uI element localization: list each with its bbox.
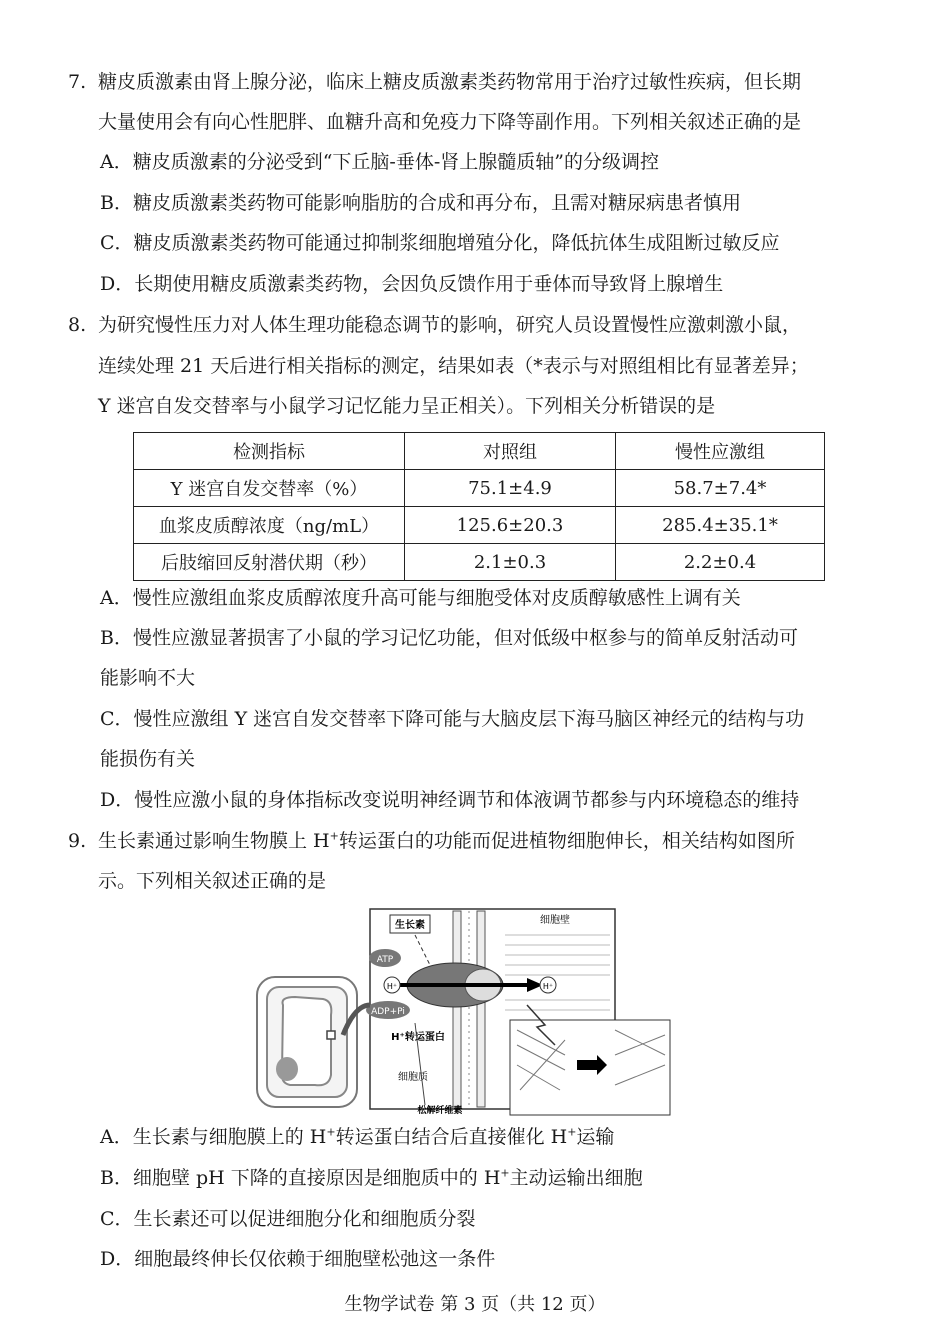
- q9-option-a: [100, 1125, 614, 1149]
- table-cell: 285.4±35.1*: [616, 507, 825, 544]
- q8-option-c-line2: 能损伤有关: [100, 748, 196, 770]
- superscript-plus: +: [329, 829, 339, 843]
- table-row: [134, 507, 825, 544]
- cell-wall-label: 细胞壁: [540, 915, 570, 926]
- page-footer: 生物学试卷 第 3 页（共 12 页）: [344, 1294, 606, 1315]
- q7-stem-text1: 糖皮质激素由肾上腺分泌，临床上糖皮质激素类药物常用于治疗过敏性疾病，但长期: [98, 71, 802, 93]
- q9-option-b: [100, 1166, 643, 1190]
- q9-stem-line2: 示。下列相关叙述正确的是: [98, 870, 327, 892]
- table-row: [134, 544, 825, 581]
- h-ion-label-right: H⁺: [542, 982, 554, 991]
- superscript-plus: +: [500, 1166, 510, 1180]
- h-ion-label-left: H⁺: [386, 982, 398, 991]
- q7-option-a: A．糖皮质激素的分泌受到“下丘脑-垂体-肾上腺髓质轴”的分级调控: [100, 151, 659, 173]
- table-cell: 58.7±7.4*: [616, 470, 825, 507]
- table-cell: 125.6±20.3: [405, 507, 616, 544]
- superscript-plus: +: [326, 1125, 336, 1139]
- q9-auxin-figure: [255, 905, 675, 1120]
- plant-cell-icon: [257, 977, 357, 1107]
- q8-option-a: A．慢性应激组血浆皮质醇浓度升高可能与细胞受体对皮质醇敏感性上调有关: [100, 587, 741, 609]
- table-header-row: [134, 433, 825, 470]
- auxin-label: 生长素: [395, 920, 425, 931]
- q8-stem-line2: 连续处理 21 天后进行相关指标的测定，结果如表（*表示与对照组相比有显著差异；: [98, 355, 809, 377]
- table-header-cell: 对照组: [405, 433, 616, 470]
- q8-option-b-line2: 能影响不大: [100, 667, 196, 689]
- superscript-plus: +: [567, 1125, 577, 1139]
- table-cell: 后肢缩回反射潜伏期（秒）: [134, 544, 405, 581]
- q7-stem-line1: [68, 70, 801, 94]
- q9-stem-text1a: 生长素通过影响生物膜上 H: [98, 830, 330, 852]
- atp-label: ATP: [376, 955, 394, 965]
- table-cell: 2.2±0.4: [616, 544, 825, 581]
- q8-data-table: [133, 432, 825, 581]
- q9-option-b-part2: 主动运输出细胞: [509, 1167, 643, 1189]
- q9-option-a-part3: 运输: [576, 1126, 615, 1148]
- q9-option-a-part2: 转运蛋白结合后直接催化 H: [335, 1126, 568, 1148]
- table-cell: 血浆皮质醇浓度（ng/mL）: [134, 507, 405, 544]
- q9-option-b-part1: B．细胞壁 pH 下降的直接原因是细胞质中的 H: [100, 1167, 501, 1189]
- q8-stem-line3: Y 迷宫自发交替率与小鼠学习记忆能力呈正相关）。下列相关分析错误的是: [98, 395, 716, 417]
- q8-option-b-line1: B．慢性应激显著损害了小鼠的学习记忆功能，但对低级中枢参与的简单反射活动可: [100, 627, 798, 649]
- q9-number: 9.: [68, 830, 87, 852]
- q9-stem-text1b: 转运蛋白的功能而促进植物细胞伸长，相关结构如图所: [338, 830, 795, 852]
- q9-option-c: C．生长素还可以促进细胞分化和细胞质分裂: [100, 1208, 476, 1230]
- table-cell: 75.1±4.9: [405, 470, 616, 507]
- q7-option-c: C．糖皮质激素类药物可能通过抑制浆细胞增殖分化，降低抗体生成阻断过敏反应: [100, 232, 780, 254]
- q9-option-a-part1: A．生长素与细胞膜上的 H: [100, 1126, 327, 1148]
- q7-stem-line2: 大量使用会有向心性肥胖、血糖升高和免疫力下降等副作用。下列相关叙述正确的是: [98, 111, 802, 133]
- table-cell: Y 迷宫自发交替率（%）: [134, 470, 405, 507]
- adp-label: ADP+Pi: [371, 1007, 405, 1017]
- q7-option-b: B．糖皮质激素类药物可能影响脂肪的合成和再分布，且需对糖尿病患者慎用: [100, 192, 741, 214]
- q7-option-d: D．长期使用糖皮质激素类药物，会因负反馈作用于垂体而导致肾上腺增生: [100, 273, 724, 295]
- table-cell: 2.1±0.3: [405, 544, 616, 581]
- table-row: [134, 470, 825, 507]
- expansin-label: 松解纤维素: [417, 1106, 463, 1116]
- q8-stem-text1: 为研究慢性压力对人体生理功能稳态调节的影响，研究人员设置慢性应激刺激小鼠，: [98, 314, 802, 336]
- q9-option-d: D．细胞最终伸长仅依赖于细胞壁松弛这一条件: [100, 1248, 496, 1270]
- q8-option-c-line1: C．慢性应激组 Y 迷宫自发交替率下降可能与大脑皮层下海马脑区神经元的结构与功: [100, 708, 805, 730]
- q8-option-d: D．慢性应激小鼠的身体指标改变说明神经调节和体液调节都参与内环境稳态的维持: [100, 789, 800, 811]
- cytoplasm-label: 细胞质: [398, 1072, 428, 1083]
- q9-stem-line1: [68, 829, 795, 853]
- table-header-cell: 检测指标: [134, 433, 405, 470]
- q7-number: 7.: [68, 71, 87, 93]
- q8-stem-line1: [68, 313, 801, 337]
- q8-number: 8.: [68, 314, 87, 336]
- transporter-label: H⁺转运蛋白: [391, 1032, 445, 1043]
- table-header-cell: 慢性应激组: [616, 433, 825, 470]
